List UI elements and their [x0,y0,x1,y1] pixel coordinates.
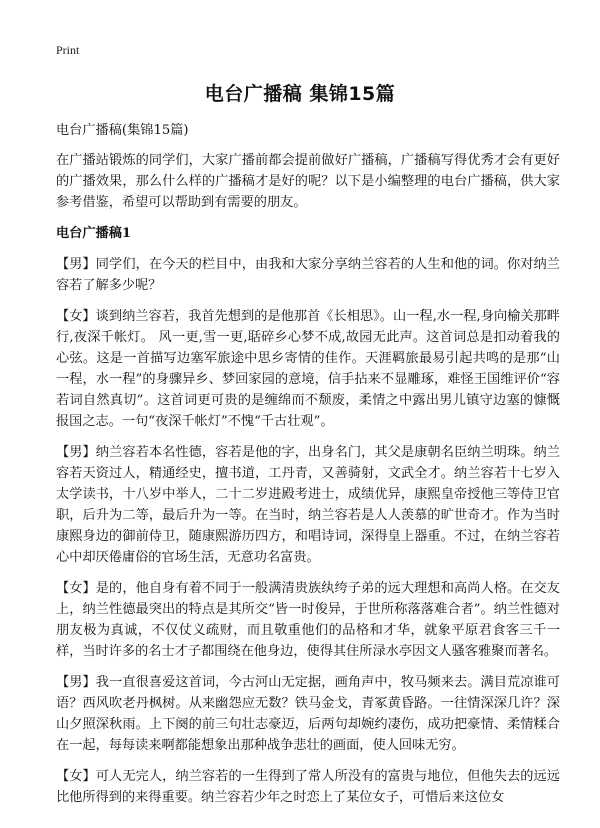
paragraph: 【男】纳兰容若本名性德，容若是他的字，出身名门，其父是康朝名臣纳兰明珠。纳兰容若天资过人，精通经史，擅书道，工丹青，又善骑射，文武全才。纳兰容若十七岁入太学读书，十八岁中举人，二十二岁进殿考进士，成绩优异，康熙皇帝授他三等侍卫官职，后升为二等，最后升为一等。在当时，纳兰容若是人人羡慕的旷世奇才。作为当时康熙身边的御前侍卫，随康熙游历四方，和唱诗词，深得皇上器重。不过，在纳兰容若心中却厌倦庸俗的官场生活，无意功名富贵。 [56,445,560,565]
paragraph: 【男】我一直很喜爱这首词，今古河山无定据，画角声中，牧马频来去。满目荒凉谁可语？西风吹老丹枫树。从来幽怨应无数？铁马金戈，青冢黄昏路。一往情深深几许？深山夕照深秋雨。上下阕的前三句壮志豪迈，后两句却婉约凄伤，成功把豪情、柔情糅合在一起，每每读来啊都能想象出那种战争悲壮的画面，使人回味无穷。 [56,675,560,753]
section-heading: 电台广播稿1 [56,226,132,241]
paragraph: 【男】同学们，在今天的栏目中，由我和大家分享纳兰容若的人生和他的词。你对纳兰容若了解多少呢？ [56,257,560,293]
article-subtitle: 电台广播稿(集锦15篇) [56,123,189,138]
paragraph: 【女】可人无完人，纳兰容若的一生得到了常人所没有的富贵与地位，但他失去的远远比他所得到的来得重要。纳兰容若少年之时恋上了某位女子，可惜后来这位女 [56,769,560,805]
paragraph: 【女】谈到纳兰容若，我首先想到的是他那首《长相思》。山一程,水一程,身向榆关那畔行,夜深千帐灯。 风一更,雪一更,聒碎乡心梦不成,故园无此声。这首词总是扣动着我的心弦。这是一首描写边塞军旅途中思乡寄情的佳作。天涯羁旅最易引起共鸣的是那“山一程，水一程”的身骤异乡、梦回家园的意境，信手拈来不显雕琢，难怪王国维评价“容若词自然真切”。这首词更可贵的是缠绵而不颓废，柔情之中露出男儿镇守边塞的慷慨报国之志。一句“夜深千帐灯”不愧“千古壮观”。 [56,309,560,429]
intro-paragraph: 在广播站锻炼的同学们，大家广播前都会提前做好广播稿，广播稿写得优秀才会有更好的广播效果，那么什么样的广播稿才是好的呢？以下是小编整理的电台广播稿，供大家参考借鉴，希望可以帮助到有需要的朋友。 [56,153,560,210]
article-body [56,120,560,818]
paragraph: 【女】是的，他自身有着不同于一般满清贵族纨绔子弟的远大理想和高尚人格。在交友上，纳兰性德最突出的特点是其所交“皆一时俊异，于世所称落落难合者”。纳兰性德对朋友极为真诚，不仅仗义疏财，而且敬重他们的品格和才华，就象平原君食客三千一样，当时许多的名士才子都围绕在他身边，使得其住所渌水亭因文人骚客雅聚而著名。 [56,581,560,659]
page-title: 电台广播稿 集锦15篇 [204,83,396,105]
print-label: Print [56,43,80,57]
